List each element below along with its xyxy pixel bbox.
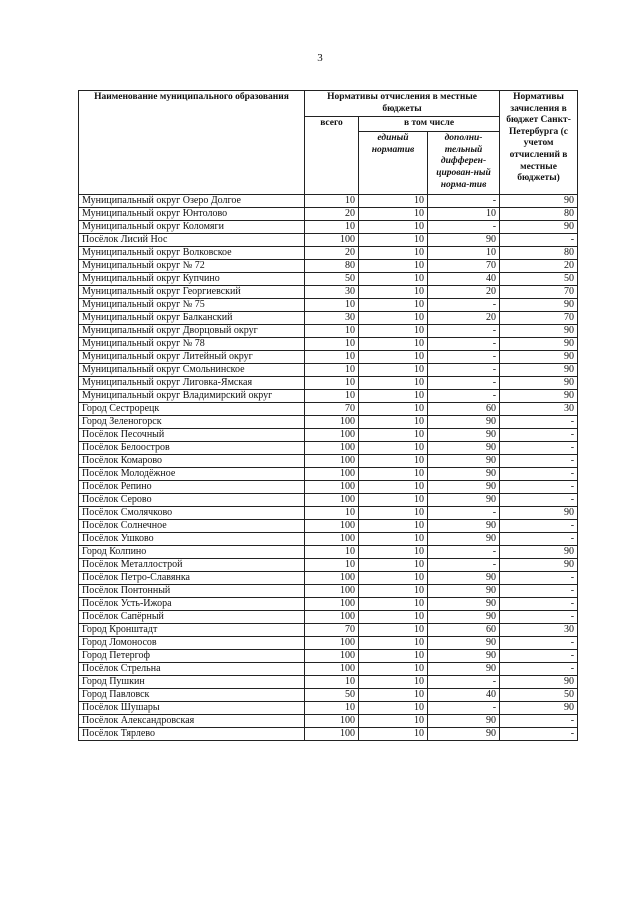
cell-total: 100 xyxy=(305,650,359,663)
cell-unified: 10 xyxy=(359,208,428,221)
table-row xyxy=(79,299,578,312)
table-row xyxy=(79,624,578,637)
cell-name: Посёлок Лисий Нос xyxy=(79,234,305,247)
cell-spb: - xyxy=(500,663,578,676)
cell-spb: - xyxy=(500,520,578,533)
cell-total: 10 xyxy=(305,676,359,689)
cell-unified: 10 xyxy=(359,481,428,494)
table-row xyxy=(79,221,578,234)
cell-name: Муниципальный округ № 78 xyxy=(79,338,305,351)
cell-total: 100 xyxy=(305,494,359,507)
cell-total: 70 xyxy=(305,403,359,416)
cell-total: 10 xyxy=(305,338,359,351)
table-row xyxy=(79,676,578,689)
cell-total: 10 xyxy=(305,221,359,234)
cell-additional: 90 xyxy=(428,481,500,494)
cell-additional: - xyxy=(428,221,500,234)
table-row xyxy=(79,390,578,403)
cell-spb: - xyxy=(500,494,578,507)
table-row xyxy=(79,572,578,585)
cell-additional: 90 xyxy=(428,234,500,247)
header-name: Наименование муниципального образования xyxy=(79,91,305,195)
cell-total: 100 xyxy=(305,533,359,546)
cell-total: 70 xyxy=(305,624,359,637)
table-row xyxy=(79,715,578,728)
cell-total: 100 xyxy=(305,455,359,468)
cell-name: Посёлок Комарово xyxy=(79,455,305,468)
cell-additional: 90 xyxy=(428,416,500,429)
cell-name: Муниципальный округ № 72 xyxy=(79,260,305,273)
cell-total: 10 xyxy=(305,299,359,312)
cell-spb: - xyxy=(500,598,578,611)
cell-total: 50 xyxy=(305,689,359,702)
cell-additional: 90 xyxy=(428,429,500,442)
cell-unified: 10 xyxy=(359,247,428,260)
cell-name: Посёлок Сапёрный xyxy=(79,611,305,624)
cell-unified: 10 xyxy=(359,273,428,286)
cell-total: 10 xyxy=(305,351,359,364)
cell-total: 30 xyxy=(305,286,359,299)
cell-unified: 10 xyxy=(359,429,428,442)
cell-name: Муниципальный округ Смольнинское xyxy=(79,364,305,377)
cell-additional: 90 xyxy=(428,715,500,728)
cell-unified: 10 xyxy=(359,416,428,429)
cell-unified: 10 xyxy=(359,468,428,481)
cell-spb: 90 xyxy=(500,676,578,689)
cell-unified: 10 xyxy=(359,312,428,325)
cell-unified: 10 xyxy=(359,520,428,533)
cell-total: 100 xyxy=(305,715,359,728)
table-row xyxy=(79,663,578,676)
cell-additional: - xyxy=(428,507,500,520)
cell-spb: 80 xyxy=(500,247,578,260)
cell-total: 100 xyxy=(305,598,359,611)
cell-spb: 90 xyxy=(500,390,578,403)
cell-spb: 90 xyxy=(500,338,578,351)
cell-name: Посёлок Белоостров xyxy=(79,442,305,455)
table-row xyxy=(79,416,578,429)
table-row xyxy=(79,611,578,624)
cell-total: 100 xyxy=(305,637,359,650)
cell-unified: 10 xyxy=(359,702,428,715)
cell-spb: 90 xyxy=(500,546,578,559)
cell-additional: 20 xyxy=(428,312,500,325)
cell-name: Город Колпино xyxy=(79,546,305,559)
cell-total: 10 xyxy=(305,702,359,715)
cell-total: 100 xyxy=(305,663,359,676)
table-row xyxy=(79,195,578,208)
cell-name: Муниципальный округ Георгиевский xyxy=(79,286,305,299)
cell-unified: 10 xyxy=(359,377,428,390)
table-row xyxy=(79,650,578,663)
cell-additional: 90 xyxy=(428,728,500,741)
table-row xyxy=(79,286,578,299)
cell-total: 10 xyxy=(305,390,359,403)
cell-name: Посёлок Молодёжное xyxy=(79,468,305,481)
cell-spb: 90 xyxy=(500,195,578,208)
cell-additional: 90 xyxy=(428,494,500,507)
cell-unified: 10 xyxy=(359,715,428,728)
cell-name: Посёлок Стрельна xyxy=(79,663,305,676)
cell-name: Муниципальный округ Владимирский округ xyxy=(79,390,305,403)
cell-spb: 90 xyxy=(500,364,578,377)
cell-total: 100 xyxy=(305,520,359,533)
cell-name: Муниципальный округ № 75 xyxy=(79,299,305,312)
table-row xyxy=(79,442,578,455)
table-row xyxy=(79,728,578,741)
cell-spb: - xyxy=(500,585,578,598)
cell-unified: 10 xyxy=(359,325,428,338)
table-row xyxy=(79,429,578,442)
cell-total: 10 xyxy=(305,546,359,559)
cell-name: Посёлок Ушково xyxy=(79,533,305,546)
cell-additional: 90 xyxy=(428,520,500,533)
cell-total: 100 xyxy=(305,481,359,494)
table-row xyxy=(79,520,578,533)
table-row xyxy=(79,494,578,507)
cell-additional: 90 xyxy=(428,572,500,585)
cell-spb: 70 xyxy=(500,286,578,299)
header-unified: единый норматив xyxy=(359,132,428,195)
cell-name: Муниципальный округ Балканский xyxy=(79,312,305,325)
cell-name: Город Павловск xyxy=(79,689,305,702)
cell-spb: - xyxy=(500,533,578,546)
table-row xyxy=(79,546,578,559)
cell-additional: - xyxy=(428,676,500,689)
cell-total: 100 xyxy=(305,416,359,429)
cell-additional: 90 xyxy=(428,455,500,468)
cell-total: 100 xyxy=(305,572,359,585)
table-row xyxy=(79,507,578,520)
table-row xyxy=(79,338,578,351)
header-spb: Нормативы зачисления в бюджет Санкт-Петербурга (с учетом отчислений в местные бюджеты) xyxy=(500,91,578,195)
cell-total: 30 xyxy=(305,312,359,325)
cell-name: Город Сестрорецк xyxy=(79,403,305,416)
table-row xyxy=(79,481,578,494)
cell-spb: - xyxy=(500,416,578,429)
cell-additional: 90 xyxy=(428,650,500,663)
cell-name: Посёлок Шушары xyxy=(79,702,305,715)
cell-total: 100 xyxy=(305,468,359,481)
cell-name: Муниципальный округ Литейный округ xyxy=(79,351,305,364)
cell-additional: - xyxy=(428,390,500,403)
cell-unified: 10 xyxy=(359,546,428,559)
cell-name: Посёлок Репино xyxy=(79,481,305,494)
cell-spb: 90 xyxy=(500,702,578,715)
cell-name: Посёлок Тярлево xyxy=(79,728,305,741)
cell-name: Муниципальный округ Купчино xyxy=(79,273,305,286)
cell-additional: 60 xyxy=(428,624,500,637)
table-row xyxy=(79,598,578,611)
cell-unified: 10 xyxy=(359,286,428,299)
cell-unified: 10 xyxy=(359,351,428,364)
cell-total: 80 xyxy=(305,260,359,273)
cell-name: Посёлок Александровская xyxy=(79,715,305,728)
cell-spb: - xyxy=(500,429,578,442)
cell-unified: 10 xyxy=(359,533,428,546)
cell-name: Город Петергоф xyxy=(79,650,305,663)
cell-unified: 10 xyxy=(359,598,428,611)
cell-total: 10 xyxy=(305,195,359,208)
cell-spb: 80 xyxy=(500,208,578,221)
cell-additional: - xyxy=(428,338,500,351)
cell-additional: - xyxy=(428,351,500,364)
cell-additional: - xyxy=(428,559,500,572)
cell-spb: 90 xyxy=(500,559,578,572)
cell-additional: - xyxy=(428,702,500,715)
header-local-group: Нормативы отчисления в местные бюджеты xyxy=(305,91,500,117)
table-header xyxy=(79,91,578,195)
cell-additional: 40 xyxy=(428,689,500,702)
cell-spb: 30 xyxy=(500,403,578,416)
cell-unified: 10 xyxy=(359,260,428,273)
cell-total: 10 xyxy=(305,377,359,390)
cell-spb: 90 xyxy=(500,221,578,234)
cell-unified: 10 xyxy=(359,637,428,650)
cell-unified: 10 xyxy=(359,403,428,416)
table-row xyxy=(79,325,578,338)
table-row xyxy=(79,637,578,650)
table-row xyxy=(79,377,578,390)
table-row xyxy=(79,689,578,702)
cell-name: Посёлок Металлострой xyxy=(79,559,305,572)
cell-additional: 90 xyxy=(428,585,500,598)
cell-spb: - xyxy=(500,442,578,455)
cell-unified: 10 xyxy=(359,364,428,377)
cell-total: 100 xyxy=(305,728,359,741)
cell-unified: 10 xyxy=(359,689,428,702)
table-row xyxy=(79,208,578,221)
cell-unified: 10 xyxy=(359,624,428,637)
header-additional: дополни-тельный дифферен-цирован-ный норма-тив xyxy=(428,132,500,195)
table-row xyxy=(79,273,578,286)
cell-total: 10 xyxy=(305,364,359,377)
cell-spb: - xyxy=(500,611,578,624)
cell-name: Город Ломоносов xyxy=(79,637,305,650)
cell-name: Муниципальный округ Дворцовый округ xyxy=(79,325,305,338)
cell-additional: 20 xyxy=(428,286,500,299)
cell-additional: - xyxy=(428,299,500,312)
cell-total: 10 xyxy=(305,507,359,520)
table-row xyxy=(79,559,578,572)
cell-additional: 90 xyxy=(428,637,500,650)
cell-additional: - xyxy=(428,195,500,208)
cell-name: Посёлок Понтонный xyxy=(79,585,305,598)
cell-name: Город Пушкин xyxy=(79,676,305,689)
cell-spb: 50 xyxy=(500,273,578,286)
cell-name: Посёлок Усть-Ижора xyxy=(79,598,305,611)
cell-unified: 10 xyxy=(359,676,428,689)
cell-additional: 60 xyxy=(428,403,500,416)
cell-spb: - xyxy=(500,650,578,663)
table-row xyxy=(79,455,578,468)
cell-unified: 10 xyxy=(359,338,428,351)
cell-total: 100 xyxy=(305,234,359,247)
cell-total: 100 xyxy=(305,585,359,598)
cell-spb: 20 xyxy=(500,260,578,273)
table-body xyxy=(79,195,578,741)
cell-total: 20 xyxy=(305,247,359,260)
cell-spb: - xyxy=(500,234,578,247)
cell-name: Город Зеленогорск xyxy=(79,416,305,429)
cell-unified: 10 xyxy=(359,507,428,520)
cell-spb: - xyxy=(500,572,578,585)
header-including: в том числе xyxy=(359,117,500,132)
cell-additional: 90 xyxy=(428,468,500,481)
header-total: всего xyxy=(305,117,359,195)
cell-spb: 30 xyxy=(500,624,578,637)
cell-spb: 90 xyxy=(500,377,578,390)
table-row xyxy=(79,702,578,715)
cell-unified: 10 xyxy=(359,572,428,585)
cell-additional: - xyxy=(428,546,500,559)
cell-spb: - xyxy=(500,455,578,468)
cell-additional: - xyxy=(428,377,500,390)
table-row xyxy=(79,585,578,598)
cell-spb: 90 xyxy=(500,351,578,364)
cell-additional: 90 xyxy=(428,533,500,546)
cell-unified: 10 xyxy=(359,455,428,468)
cell-spb: - xyxy=(500,728,578,741)
cell-name: Посёлок Смолячково xyxy=(79,507,305,520)
table-row xyxy=(79,247,578,260)
table-row xyxy=(79,234,578,247)
cell-unified: 10 xyxy=(359,663,428,676)
table-row xyxy=(79,260,578,273)
cell-name: Посёлок Песочный xyxy=(79,429,305,442)
table-row xyxy=(79,312,578,325)
cell-name: Муниципальный округ Коломяги xyxy=(79,221,305,234)
cell-unified: 10 xyxy=(359,234,428,247)
cell-additional: 90 xyxy=(428,611,500,624)
cell-unified: 10 xyxy=(359,221,428,234)
cell-total: 10 xyxy=(305,559,359,572)
cell-unified: 10 xyxy=(359,299,428,312)
cell-name: Посёлок Серово xyxy=(79,494,305,507)
table-row xyxy=(79,351,578,364)
cell-additional: 10 xyxy=(428,208,500,221)
page-number: 3 xyxy=(317,52,323,64)
cell-total: 100 xyxy=(305,429,359,442)
cell-spb: - xyxy=(500,715,578,728)
cell-total: 10 xyxy=(305,325,359,338)
cell-unified: 10 xyxy=(359,494,428,507)
cell-unified: 10 xyxy=(359,390,428,403)
cell-additional: 40 xyxy=(428,273,500,286)
cell-unified: 10 xyxy=(359,195,428,208)
cell-spb: 50 xyxy=(500,689,578,702)
table-row xyxy=(79,364,578,377)
cell-name: Муниципальный округ Юнтолово xyxy=(79,208,305,221)
cell-unified: 10 xyxy=(359,585,428,598)
cell-additional: 90 xyxy=(428,598,500,611)
cell-name: Посёлок Солнечное xyxy=(79,520,305,533)
cell-name: Посёлок Петро-Славянка xyxy=(79,572,305,585)
cell-unified: 10 xyxy=(359,559,428,572)
cell-name: Муниципальный округ Волковское xyxy=(79,247,305,260)
cell-name: Муниципальный округ Озеро Долгое xyxy=(79,195,305,208)
cell-spb: - xyxy=(500,468,578,481)
cell-additional: 90 xyxy=(428,663,500,676)
cell-additional: 70 xyxy=(428,260,500,273)
cell-total: 50 xyxy=(305,273,359,286)
cell-name: Город Кронштадт xyxy=(79,624,305,637)
table-row xyxy=(79,468,578,481)
norms-table xyxy=(78,90,578,741)
cell-total: 20 xyxy=(305,208,359,221)
cell-total: 100 xyxy=(305,442,359,455)
table-row xyxy=(79,403,578,416)
cell-additional: - xyxy=(428,364,500,377)
cell-additional: 90 xyxy=(428,442,500,455)
cell-spb: 90 xyxy=(500,507,578,520)
cell-additional: 10 xyxy=(428,247,500,260)
cell-spb: - xyxy=(500,481,578,494)
cell-unified: 10 xyxy=(359,728,428,741)
cell-unified: 10 xyxy=(359,650,428,663)
cell-additional: - xyxy=(428,325,500,338)
cell-spb: 70 xyxy=(500,312,578,325)
table-row xyxy=(79,533,578,546)
cell-spb: 90 xyxy=(500,299,578,312)
cell-spb: - xyxy=(500,637,578,650)
cell-name: Муниципальный округ Лиговка-Ямская xyxy=(79,377,305,390)
cell-unified: 10 xyxy=(359,442,428,455)
cell-spb: 90 xyxy=(500,325,578,338)
cell-unified: 10 xyxy=(359,611,428,624)
cell-total: 100 xyxy=(305,611,359,624)
